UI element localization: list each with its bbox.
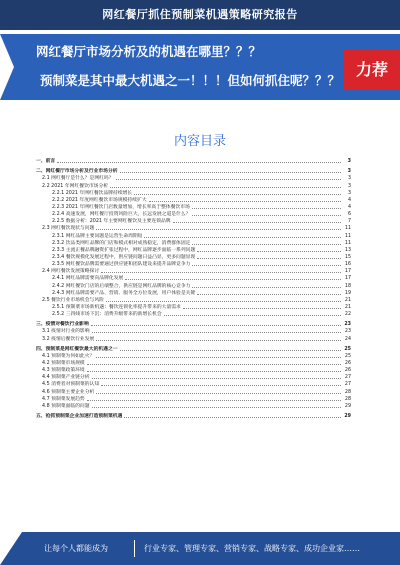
promo-banner (0, 34, 400, 100)
toc-entry[interactable] (36, 403, 351, 410)
toc-entry-text: 2.1 网红餐厅是什么？是网红吗？ (42, 176, 114, 182)
toc-leader-dots (92, 377, 341, 379)
toc-entry[interactable] (36, 218, 351, 225)
toc-entry-text: 2.4 网红餐饮发展策略探讨 (42, 269, 100, 275)
footer-roles: 行业专家、管理专家、营销专家、战略专家、成功企业家…… (144, 544, 360, 553)
toc-entry[interactable] (36, 381, 351, 388)
toc-entry[interactable] (36, 275, 351, 282)
toc-leader-dots (101, 271, 341, 273)
toc-entry-page: 29 (344, 413, 351, 419)
toc-entry[interactable] (36, 304, 351, 311)
toc-entry[interactable] (36, 335, 351, 342)
toc-entry[interactable] (36, 290, 351, 297)
toc-leader-dots (96, 356, 341, 358)
toc-entry-text: 2.2 2021 年网红餐饮市场分析 (42, 183, 109, 189)
toc-entry-page: 4 (347, 204, 351, 210)
toc-entry-text: 4.7 预制菜发展趋势 (42, 396, 85, 402)
toc-entry-page: 17 (344, 269, 351, 275)
toc-entry[interactable] (36, 396, 351, 403)
toc-entry-page: 7 (347, 219, 351, 225)
toc-entry-page: 3 (347, 159, 351, 165)
toc-entry-page: 3 (347, 190, 351, 196)
toc-entry-text: 3.1 疫情对行业的影响 (42, 329, 90, 335)
toc-leader-dots (124, 416, 341, 418)
toc-entry-page: 21 (344, 304, 351, 310)
toc-leader-dots (192, 207, 341, 209)
report-title: 网红餐厅抓住预制菜机遇策略研究报告 (102, 8, 298, 21)
toc-entry-text: 4.8 预制菜面临的问题 (42, 403, 90, 409)
toc-entry[interactable] (36, 311, 351, 318)
footer-slogan: 让每个人都能成为 (44, 544, 108, 553)
toc-entry[interactable] (36, 388, 351, 395)
toc-entry-page: 28 (344, 389, 351, 395)
toc-leader-dots (57, 161, 341, 163)
toc-entry-page: 24 (344, 336, 351, 342)
toc-leader-dots (183, 307, 341, 309)
toc-title: 内容目录 (173, 134, 226, 149)
toc-leader-dots (125, 278, 341, 280)
toc-leader-dots (91, 324, 341, 326)
toc-entry[interactable] (36, 367, 351, 374)
toc-leader-dots (92, 406, 341, 408)
toc-entry-text: 2.3.2 饮品类网红品牌的门店和模式相对成熟稳定，消费群体固定 (52, 240, 191, 246)
toc-entry[interactable] (36, 197, 351, 204)
toc-entry[interactable] (36, 190, 351, 197)
toc-entry-page: 3 (347, 183, 351, 189)
footer-bar (0, 532, 400, 565)
toc-entry-page: 13 (344, 247, 351, 253)
toc-entry-text: 2.2.1 2021 年网红餐饮品牌持续增长 (52, 190, 133, 196)
toc-entry-page: 29 (344, 403, 351, 409)
toc-entry-text: 4.5 消费者对预制菜的认知 (42, 382, 100, 388)
toc-leader-dots (92, 331, 341, 333)
toc-entry-page: 27 (344, 382, 351, 388)
toc-entry-page: 3 (347, 176, 351, 182)
toc-entry[interactable] (36, 175, 351, 182)
toc-entry[interactable] (36, 268, 351, 275)
toc-entry[interactable] (36, 282, 351, 289)
toc-entry[interactable] (36, 346, 351, 353)
toc-entry-text: 2.2.5 数据分析：2021 年主要网红餐饮及主要连锁品牌 (52, 219, 171, 225)
banner-subheadline: 预制菜是其中最大机遇之一！！！但如何抓住呢？？？ (40, 73, 341, 88)
toc-entry[interactable] (36, 232, 351, 239)
toc-entry-text: 2.4.1 网红品牌需要向品牌化发展 (52, 276, 124, 282)
toc-leader-dots (87, 363, 341, 365)
toc-entry-page: 3 (347, 169, 351, 175)
toc-entry[interactable] (36, 321, 351, 328)
toc-entry[interactable] (36, 297, 351, 304)
toc-entry-text: 4.3 预制菜政策环境 (42, 368, 85, 374)
toc-entry-text: 一、前言 (36, 159, 56, 165)
toc-entry-text: 2.5.2 三四线市场下沉：消费升级带来的新增长机会 (52, 312, 162, 318)
footer-corner-shape (0, 532, 22, 565)
toc-entry-page: 23 (344, 329, 351, 335)
toc-entry-text: 2.3 网红餐饮现状与问题 (42, 226, 95, 232)
toc-leader-dots (197, 250, 341, 252)
toc-entry-text: 4.1 预制菜为何如此火？ (42, 353, 95, 359)
report-title-bar (0, 0, 400, 30)
toc-entry-text: 2.2.4 高速发展，网红餐厅投资风险巨大，长远发展之道是什么？ (52, 212, 191, 218)
toc-entry-page: 26 (344, 368, 351, 374)
toc-entry-page: 15 (344, 254, 351, 260)
toc-entry-text: 2.4.2 网红餐饮门店的后端整合，供应链是网红品牌的核心竞争力 (52, 283, 191, 289)
toc-entry-text: 4.2 预制菜市场规模 (42, 360, 85, 366)
toc-entry-page: 11 (344, 226, 351, 232)
toc-entry[interactable] (36, 261, 351, 268)
toc-leader-dots (96, 392, 341, 394)
toc-leader-dots (134, 193, 341, 195)
toc-leader-dots (96, 339, 341, 341)
toc-entry-text: 2.3.4 餐饮规模化发展过程中，供应链问题日益凸显，更多问题显现 (52, 254, 196, 260)
toc-entry[interactable] (36, 158, 351, 165)
toc-entry[interactable] (36, 240, 351, 247)
toc-entry-page: 22 (344, 312, 351, 318)
toc-entry[interactable] (36, 168, 351, 175)
toc-entry[interactable] (36, 204, 351, 211)
toc-leader-dots (192, 243, 341, 245)
footer-divider (134, 540, 135, 557)
toc-entry-page: 6 (347, 212, 351, 218)
toc-entry-text: 三、疫情对餐饮行业影响 (36, 322, 89, 328)
toc-entry-page: 11 (344, 240, 351, 246)
toc-entry[interactable] (36, 328, 351, 335)
toc-entry-page: 28 (344, 396, 351, 402)
toc-entry-page: 16 (344, 262, 351, 268)
toc-entry-page: 23 (344, 322, 351, 328)
toc-leader-dots (87, 370, 341, 372)
toc-entry[interactable] (36, 374, 351, 381)
toc-entry-page: 21 (344, 297, 351, 303)
toc-leader-dots (149, 200, 341, 202)
toc-entry[interactable] (36, 254, 351, 261)
banner-arrow-shape (0, 34, 14, 100)
toc-entry-text: 2.5 餐饮行业市场机会与风险 (42, 297, 104, 303)
toc-entry[interactable] (36, 182, 351, 189)
toc-entry-text: 二、网红餐厅市场分析及行业市场分析 (36, 169, 118, 175)
toc-entry[interactable] (36, 413, 351, 420)
toc-entry[interactable] (36, 211, 351, 218)
toc-leader-dots (96, 228, 341, 230)
toc-entry-text: 4.4 预制菜产业链分析 (42, 375, 90, 381)
toc-leader-dots (173, 221, 341, 223)
toc-entry-page: 25 (344, 353, 351, 359)
toc-entry-text: 2.5.1 预制菜市场新机遇：餐饮连锁化率提升带来的大量需求 (52, 304, 181, 310)
toc-leader-dots (197, 293, 341, 295)
toc-entry-text: 2.2.2 2021 年度网红餐饮市场规模持续扩大 (52, 197, 147, 203)
toc-leader-dots (192, 286, 341, 288)
toc-leader-dots (101, 384, 341, 386)
toc-leader-dots (87, 399, 341, 401)
toc-leader-dots (106, 300, 341, 302)
toc-entry-text: 四、预制菜是网红餐饮最大的机遇之一 (36, 346, 118, 352)
toc-entry[interactable] (36, 360, 351, 367)
toc-leader-dots (192, 214, 341, 216)
toc-entry-page: 26 (344, 360, 351, 366)
table-of-contents (36, 158, 351, 420)
toc-entry-text: 2.2.3 2021 年网红餐饮门店数量增加，增长率高于整体餐饮市场 (52, 204, 190, 210)
brand-badge: 力荐 (344, 50, 400, 90)
toc-entry[interactable] (36, 225, 351, 232)
toc-leader-dots (144, 236, 341, 238)
toc-leader-dots (197, 257, 341, 259)
toc-leader-dots (116, 178, 341, 180)
toc-entry-page: 25 (344, 346, 351, 352)
toc-entry-text: 4.6 预制菜主要企业分析 (42, 389, 95, 395)
toc-entry-text: 2.3.5 网红餐饮品牌需要通过供应链和团队建设来提升品牌竞争力 (52, 262, 191, 268)
toc-entry-page: 19 (344, 290, 351, 296)
toc-leader-dots (164, 314, 341, 316)
toc-leader-dots (120, 349, 341, 351)
toc-entry-text: 五、抢抓预制菜企业加速打造预制菜机遇 (36, 413, 123, 419)
toc-entry-text: 3.2 疫情后餐饮行业发展 (42, 336, 95, 342)
toc-entry-page: 11 (344, 233, 351, 239)
toc-entry-text: 2.3.1 网红品牌主要问题是运营生命周期短 (52, 233, 143, 239)
banner-headline: 网红餐厅市场分析及的机遇在哪里？？？ (36, 44, 262, 59)
toc-entry-page: 17 (344, 276, 351, 282)
toc-leader-dots (192, 264, 341, 266)
toc-entry[interactable] (36, 247, 351, 254)
toc-entry-text: 2.4.3 网红品牌需要产品、营销、服务全方位发展，用户体验是关键 (52, 290, 196, 296)
toc-leader-dots (120, 171, 341, 173)
toc-leader-dots (110, 186, 341, 188)
toc-entry-page: 4 (347, 197, 351, 203)
toc-entry-page: 27 (344, 375, 351, 381)
toc-entry-text: 2.3.3 主流正餐品牌融资扩张过程中，网红品牌逐步面临一系列问题 (52, 247, 196, 253)
toc-entry-page: 18 (344, 283, 351, 289)
toc-entry[interactable] (36, 353, 351, 360)
